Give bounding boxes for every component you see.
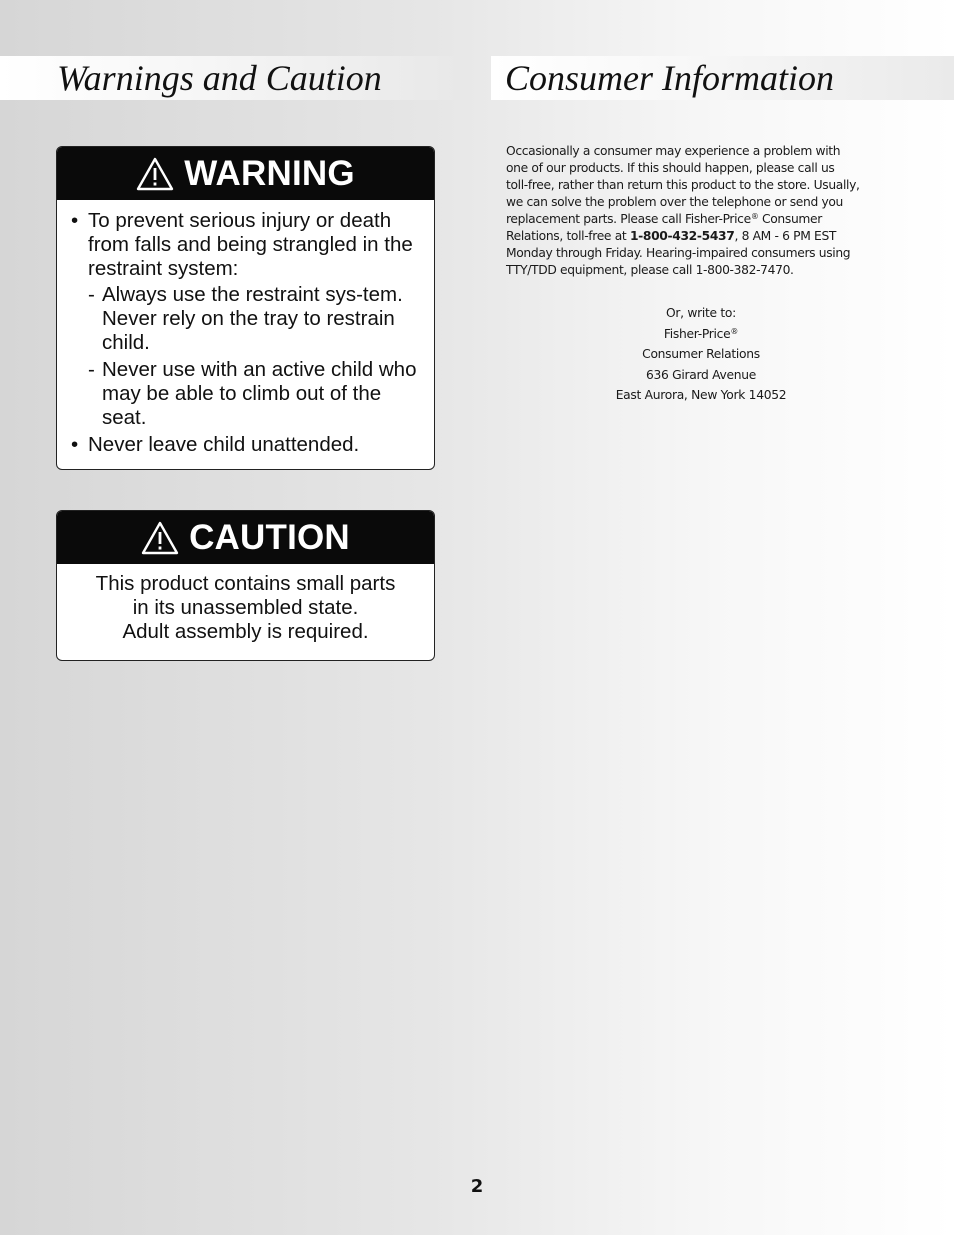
consumer-text: Consumer — [758, 212, 822, 226]
warning-bullet — [71, 209, 422, 281]
consumer-line — [506, 211, 902, 228]
consumer-text: Relations, toll-free at — [506, 229, 630, 243]
caution-title: CAUTION — [189, 517, 350, 557]
caution-body — [57, 564, 434, 644]
page-number: 2 — [470, 1176, 484, 1197]
caution-box — [56, 510, 435, 661]
consumer-info-paragraph — [506, 143, 902, 279]
consumer-text: replacement parts. Please call Fisher-Price — [506, 212, 751, 226]
warning-bullet — [71, 433, 422, 457]
warning-sub-item — [88, 283, 422, 355]
registered-mark: ® — [730, 326, 739, 336]
address-department: Consumer Relations — [642, 347, 760, 361]
warning-sub-item — [88, 358, 422, 430]
consumer-line: we can solve the problem over the telephone or send you — [506, 195, 843, 209]
consumer-line: Occasionally a consumer may experience a problem with — [506, 144, 841, 158]
consumer-line: one of our products. If this should happen, please call us — [506, 161, 835, 175]
mailing-address — [506, 303, 896, 406]
consumer-line: Monday through Friday. Hearing-impaired consumers using — [506, 246, 851, 260]
caution-line: in its unassembled state. — [132, 596, 359, 619]
address-company — [506, 324, 896, 345]
dash-mark: - — [88, 283, 95, 306]
warning-header — [57, 147, 434, 200]
consumer-heading-banner — [491, 56, 954, 100]
consumer-heading: Consumer Information — [505, 58, 835, 98]
warning-sub-list — [71, 283, 422, 430]
warning-sub-text: Never use with an active child who may be able to climb out of the seat. — [102, 358, 417, 429]
warning-box — [56, 146, 435, 470]
warning-bullet-text: To prevent serious injury or death from falls and being strangled in the restraint system: — [88, 209, 413, 280]
caution-line: This product contains small parts — [95, 572, 396, 595]
registered-mark: ® — [750, 212, 759, 221]
warnings-heading-banner — [0, 56, 463, 100]
warnings-heading: Warnings and Caution — [57, 58, 382, 98]
dash-mark: - — [88, 358, 95, 381]
consumer-text: , 8 AM - 6 PM EST — [734, 229, 837, 243]
address-city: East Aurora, New York 14052 — [615, 388, 787, 402]
warning-sub-text: Always use the restraint sys-tem. Never rely on the tray to restrain child. — [102, 283, 403, 354]
consumer-line — [506, 228, 902, 245]
consumer-line: toll-free, rather than return this product to the store. Usually, — [506, 178, 860, 192]
consumer-line: TTY/TDD equipment, please call 1-800-382-7470. — [506, 263, 794, 277]
alert-triangle-icon — [136, 157, 174, 191]
alert-triangle-icon — [141, 521, 179, 555]
address-street: 636 Girard Avenue — [645, 367, 757, 382]
warning-bullet-text: Never leave child unattended. — [88, 433, 360, 456]
warning-title: WARNING — [184, 153, 355, 193]
caution-header — [57, 511, 434, 564]
bullet-mark: • — [71, 433, 79, 456]
caution-line: Adult assembly is required. — [122, 620, 369, 643]
phone-number: 1-800-432-5437 — [629, 229, 735, 243]
address-intro: Or, write to: — [666, 306, 736, 320]
warning-body — [57, 200, 434, 457]
company-name: Fisher-Price — [663, 326, 731, 341]
bullet-mark: • — [71, 209, 79, 232]
